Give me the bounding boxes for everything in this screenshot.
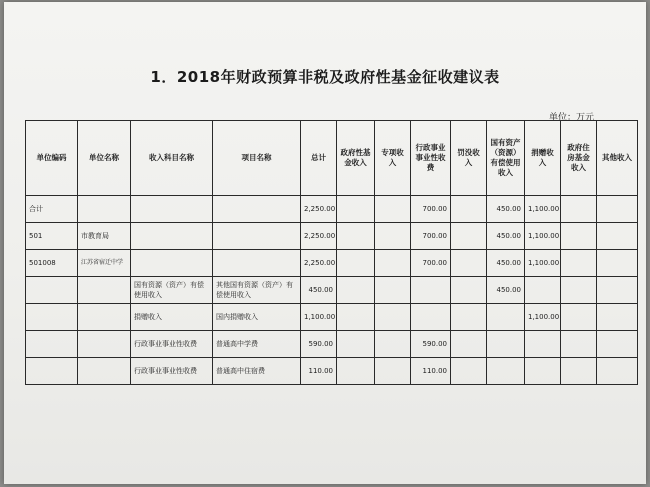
table-cell	[375, 331, 411, 358]
table-cell	[78, 358, 131, 385]
table-cell: 110.00	[301, 358, 337, 385]
document-title: 1．2018年财政预算非税及政府性基金征收建议表	[150, 68, 500, 86]
table-cell	[411, 277, 451, 304]
header-cell: 政府性基金收入	[337, 121, 375, 196]
table-cell	[525, 331, 561, 358]
table-row	[26, 223, 638, 250]
table-cell	[375, 358, 411, 385]
table-cell: 450.00	[301, 277, 337, 304]
header-cell: 专项收入	[375, 121, 411, 196]
table-cell: 其他国有资源（资产）有偿使用收入	[213, 277, 301, 304]
revenue-table	[25, 120, 638, 385]
table-cell	[451, 331, 487, 358]
table-cell	[337, 250, 375, 277]
table-cell	[375, 196, 411, 223]
table-cell	[375, 223, 411, 250]
table-cell: 普通高中学费	[213, 331, 301, 358]
table-cell	[451, 358, 487, 385]
table-cell	[561, 277, 597, 304]
table-cell	[26, 304, 78, 331]
table-cell: 国有资源（资产）有偿使用收入	[131, 277, 213, 304]
table-cell	[597, 331, 638, 358]
table-row	[26, 304, 638, 331]
table-cell: 450.00	[487, 277, 525, 304]
table-cell: 450.00	[487, 250, 525, 277]
header-cell: 单位名称	[78, 121, 131, 196]
table-row	[26, 331, 638, 358]
table-cell: 590.00	[301, 331, 337, 358]
table-cell	[561, 358, 597, 385]
table-cell	[337, 358, 375, 385]
table-cell: 501008	[26, 250, 78, 277]
table-cell	[213, 250, 301, 277]
table-cell: 700.00	[411, 196, 451, 223]
table-cell	[337, 304, 375, 331]
table-cell	[78, 277, 131, 304]
table-row	[26, 277, 638, 304]
table-cell	[451, 304, 487, 331]
table-cell	[78, 196, 131, 223]
header-cell: 单位编码	[26, 121, 78, 196]
header-cell: 项目名称	[213, 121, 301, 196]
table-cell: 1,100.00	[301, 304, 337, 331]
table-cell	[597, 250, 638, 277]
table-cell: 行政事业事业性收费	[131, 358, 213, 385]
header-cell: 行政事业事业性收费	[411, 121, 451, 196]
table-cell	[561, 250, 597, 277]
table-cell	[561, 196, 597, 223]
table-cell	[451, 250, 487, 277]
table-cell	[597, 277, 638, 304]
table-cell: 590.00	[411, 331, 451, 358]
table-cell: 1,100.00	[525, 304, 561, 331]
table-row	[26, 196, 638, 223]
table-cell	[213, 196, 301, 223]
table-cell	[26, 331, 78, 358]
table-cell	[26, 358, 78, 385]
table-cell: 1,100.00	[525, 223, 561, 250]
table-cell: 1,100.00	[525, 250, 561, 277]
table-row	[26, 358, 638, 385]
table-cell: 国内捐赠收入	[213, 304, 301, 331]
table-cell: 2,250.00	[301, 196, 337, 223]
table-cell: 行政事业事业性收费	[131, 331, 213, 358]
table-cell: 捐赠收入	[131, 304, 213, 331]
header-cell: 国有资产（资源）有偿使用收入	[487, 121, 525, 196]
table-cell	[525, 358, 561, 385]
table-cell	[597, 304, 638, 331]
table-cell: 江苏省宿迁中学	[78, 250, 131, 277]
table-cell	[337, 223, 375, 250]
table-cell: 450.00	[487, 196, 525, 223]
table-cell	[561, 304, 597, 331]
table-cell	[337, 277, 375, 304]
table-cell	[487, 304, 525, 331]
table-cell	[78, 331, 131, 358]
header-cell: 总计	[301, 121, 337, 196]
table-cell: 700.00	[411, 250, 451, 277]
table-cell	[451, 223, 487, 250]
table-cell: 2,250.00	[301, 250, 337, 277]
table-cell	[597, 196, 638, 223]
table-cell	[561, 331, 597, 358]
table-cell	[561, 223, 597, 250]
table-cell	[451, 196, 487, 223]
table-cell	[375, 277, 411, 304]
table-cell	[487, 331, 525, 358]
table-header-row	[26, 121, 638, 196]
table-cell: 2,250.00	[301, 223, 337, 250]
header-cell: 其他收入	[597, 121, 638, 196]
table-cell	[411, 304, 451, 331]
table-cell: 450.00	[487, 223, 525, 250]
table-cell	[375, 304, 411, 331]
table-cell	[487, 358, 525, 385]
table-cell: 1,100.00	[525, 196, 561, 223]
header-cell: 罚没收入	[451, 121, 487, 196]
table-cell	[337, 196, 375, 223]
table-row	[26, 250, 638, 277]
unit-label: 单位：万元	[548, 113, 594, 123]
table-cell: 700.00	[411, 223, 451, 250]
header-cell: 收入科目名称	[131, 121, 213, 196]
table-cell	[26, 277, 78, 304]
header-cell: 政府住房基金收入	[561, 121, 597, 196]
table-cell	[131, 250, 213, 277]
table-cell	[337, 331, 375, 358]
table-cell: 110.00	[411, 358, 451, 385]
table-cell	[375, 250, 411, 277]
table-cell	[597, 223, 638, 250]
table-cell	[131, 223, 213, 250]
table-cell	[597, 358, 638, 385]
table-cell	[451, 277, 487, 304]
table-cell: 普通高中住宿费	[213, 358, 301, 385]
header-cell: 捐赠收入	[525, 121, 561, 196]
table-cell: 501	[26, 223, 78, 250]
table-cell	[213, 223, 301, 250]
table-cell: 市教育局	[78, 223, 131, 250]
table-cell	[525, 277, 561, 304]
table-cell	[78, 304, 131, 331]
table-cell	[131, 196, 213, 223]
table-cell: 合计	[26, 196, 78, 223]
document-page	[4, 2, 646, 484]
